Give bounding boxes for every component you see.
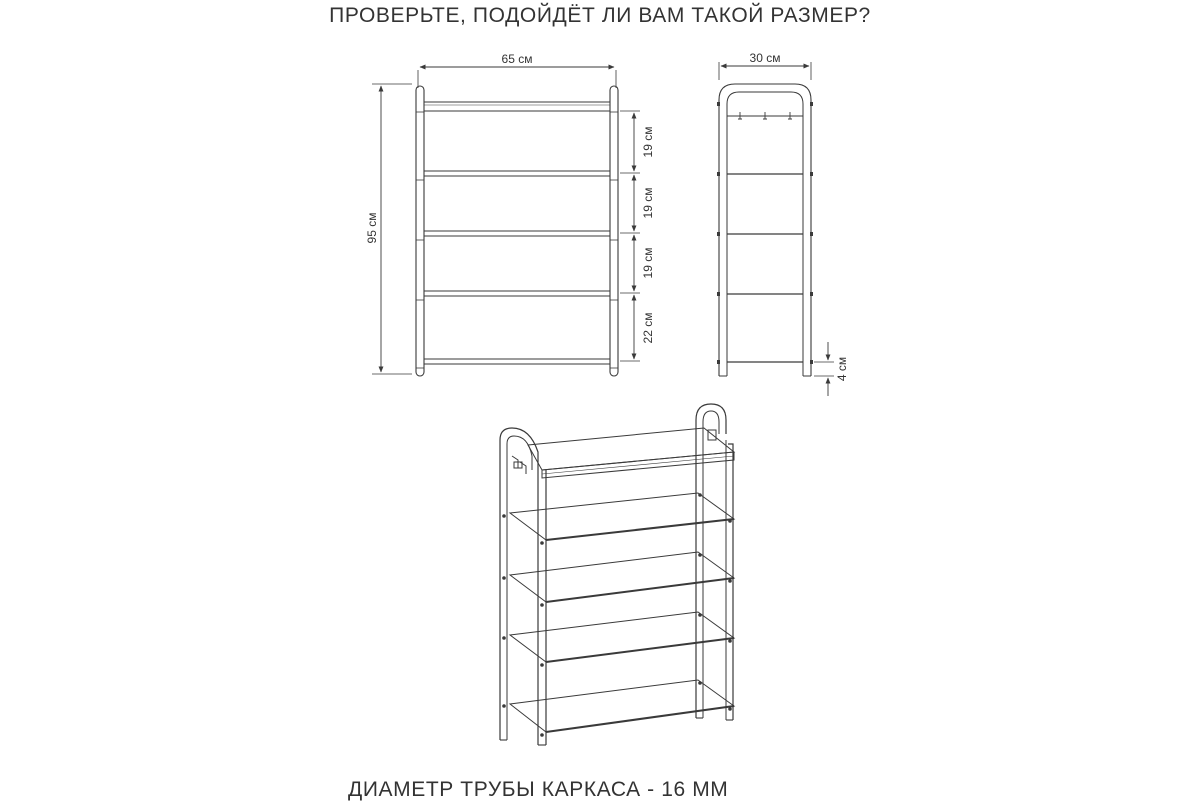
isometric-view	[500, 404, 734, 745]
shelf-gap-2-label: 19 см	[641, 187, 655, 219]
front-shelf-3	[424, 231, 610, 236]
shelf-gap-1-label: 19 см	[641, 126, 655, 158]
shelf-gap-3-label: 19 см	[641, 247, 655, 279]
front-shelf-5	[424, 359, 610, 364]
left-post	[416, 86, 424, 376]
page-title: ПРОВЕРЬТЕ, ПОДОЙДЁТ ЛИ ВАМ ТАКОЙ РАЗМЕР?	[329, 4, 871, 27]
front-shelf-1	[424, 102, 610, 111]
height-label: 95 см	[365, 212, 379, 244]
front-view	[365, 52, 655, 376]
front-shelf-4	[424, 291, 610, 296]
width-label: 65 см	[501, 52, 533, 66]
side-view	[717, 51, 849, 396]
foot-height-label: 4 см	[835, 356, 849, 382]
front-shelf-2	[424, 171, 610, 176]
footer-note: ДИАМЕТР ТРУБЫ КАРКАСА - 16 ММ	[348, 778, 729, 801]
shelf-gap-4-label: 22 см	[641, 312, 655, 344]
depth-label: 30 см	[749, 51, 781, 65]
right-post	[610, 86, 618, 376]
